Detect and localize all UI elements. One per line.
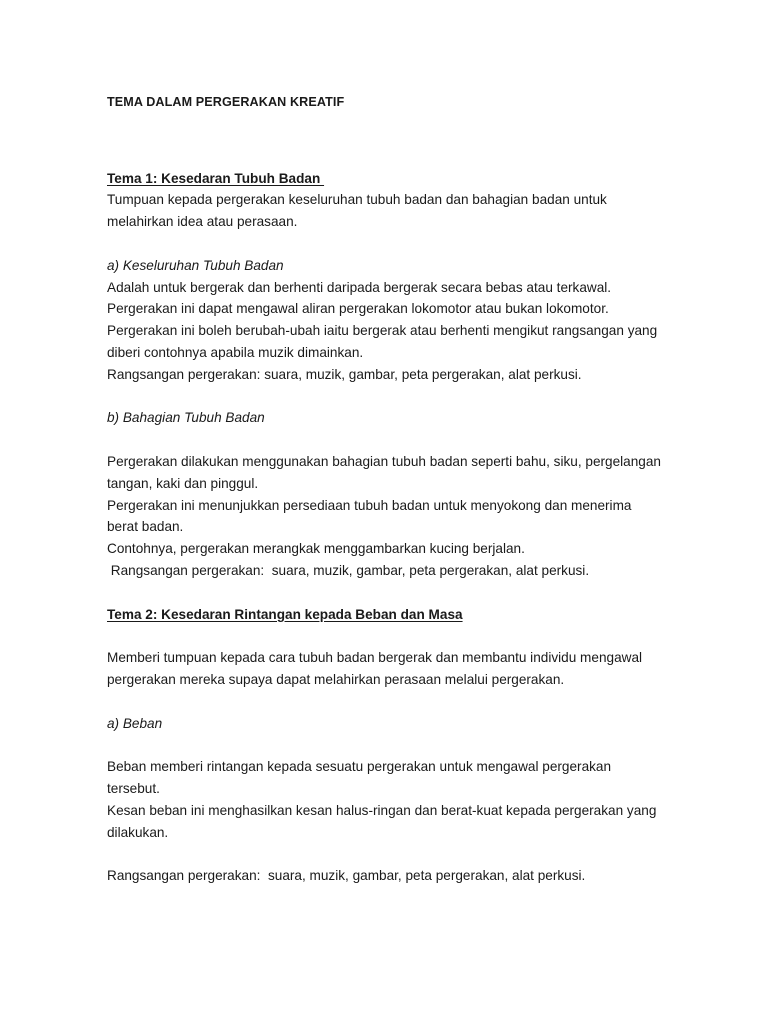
spacer — [107, 734, 667, 756]
tema1-a-subheading: a) Keseluruhan Tubuh Badan — [107, 257, 284, 273]
tema1-intro-line: melahirkan idea atau perasaan. — [107, 214, 298, 230]
spacer — [107, 429, 667, 451]
document-title: TEMA DALAM PERGERAKAN KREATIF — [107, 95, 345, 109]
spacer — [107, 233, 667, 255]
tema2-a-body — [107, 756, 667, 843]
tema1-a-line: diberi contohnya apabila muzik dimainkan. — [107, 344, 364, 360]
spacer — [107, 114, 667, 146]
spacer — [107, 625, 667, 647]
spacer — [107, 582, 667, 604]
tema2-heading: Tema 2: Kesedaran Rintangan kepada Beban dan Masa — [107, 606, 463, 622]
tema1-a-line: Pergerakan ini boleh berubah-ubah iaitu bergerak atau berhenti mengikut rangsangan yang — [107, 323, 658, 339]
tema1-intro-line: Tumpuan kepada pergerakan keseluruhan tubuh badan dan bahagian badan untuk — [107, 192, 607, 208]
tema1-intro — [107, 189, 667, 233]
tema1-b-subheading: b) Bahagian Tubuh Badan — [107, 410, 265, 426]
tema2-rangsangan: Rangsangan pergerakan: suara, muzik, gambar, peta pergerakan, alat perkusi. — [107, 868, 586, 884]
tema1-a-body — [107, 277, 667, 386]
spacer — [107, 843, 667, 865]
tema1-b-line: Pergerakan ini menunjukkan persediaan tubuh badan untuk menyokong dan menerima — [107, 497, 632, 513]
spacer — [107, 386, 667, 408]
tema1-b-body — [107, 451, 667, 582]
tema1-a-line: Pergerakan ini dapat mengawal aliran pergerakan lokomotor atau bukan lokomotor. — [107, 301, 609, 317]
tema1-b-line: Pergerakan dilakukan menggunakan bahagian tubuh badan seperti bahu, siku, pergelangan — [107, 453, 661, 469]
tema2-a-subheading: a) Beban — [107, 715, 163, 731]
tema2-a-line: Kesan beban ini menghasilkan kesan halus-ringan dan berat-kuat kepada pergerakan yang — [107, 802, 657, 818]
tema1-heading: Tema 1: Kesedaran Tubuh Badan — [107, 170, 325, 186]
tema2-intro-line: pergerakan mereka supaya dapat melahirkan perasaan melalui pergerakan. — [107, 671, 565, 687]
tema1-b-line: tangan, kaki dan pinggul. — [107, 475, 259, 491]
spacer — [107, 691, 667, 713]
tema1-b-line: Contohnya, pergerakan merangkak menggambarkan kucing berjalan. — [107, 541, 525, 557]
tema2-a-line: dilakukan. — [107, 824, 169, 840]
tema2-intro — [107, 647, 667, 691]
spacer — [107, 146, 667, 168]
tema1-b-line: Rangsangan pergerakan: suara, muzik, gambar, peta pergerakan, alat perkusi. — [107, 562, 590, 578]
tema2-intro-line: Memberi tumpuan kepada cara tubuh badan bergerak dan membantu individu mengawal — [107, 650, 643, 666]
document-page — [107, 92, 667, 887]
tema1-a-line: Rangsangan pergerakan: suara, muzik, gambar, peta pergerakan, alat perkusi. — [107, 366, 582, 382]
tema2-a-line: Beban memberi rintangan kepada sesuatu pergerakan untuk mengawal pergerakan tersebut. — [107, 759, 612, 796]
tema1-a-line: Adalah untuk bergerak dan berhenti daripada bergerak secara bebas atau terkawal. — [107, 279, 612, 295]
tema1-b-line: berat badan. — [107, 519, 184, 535]
